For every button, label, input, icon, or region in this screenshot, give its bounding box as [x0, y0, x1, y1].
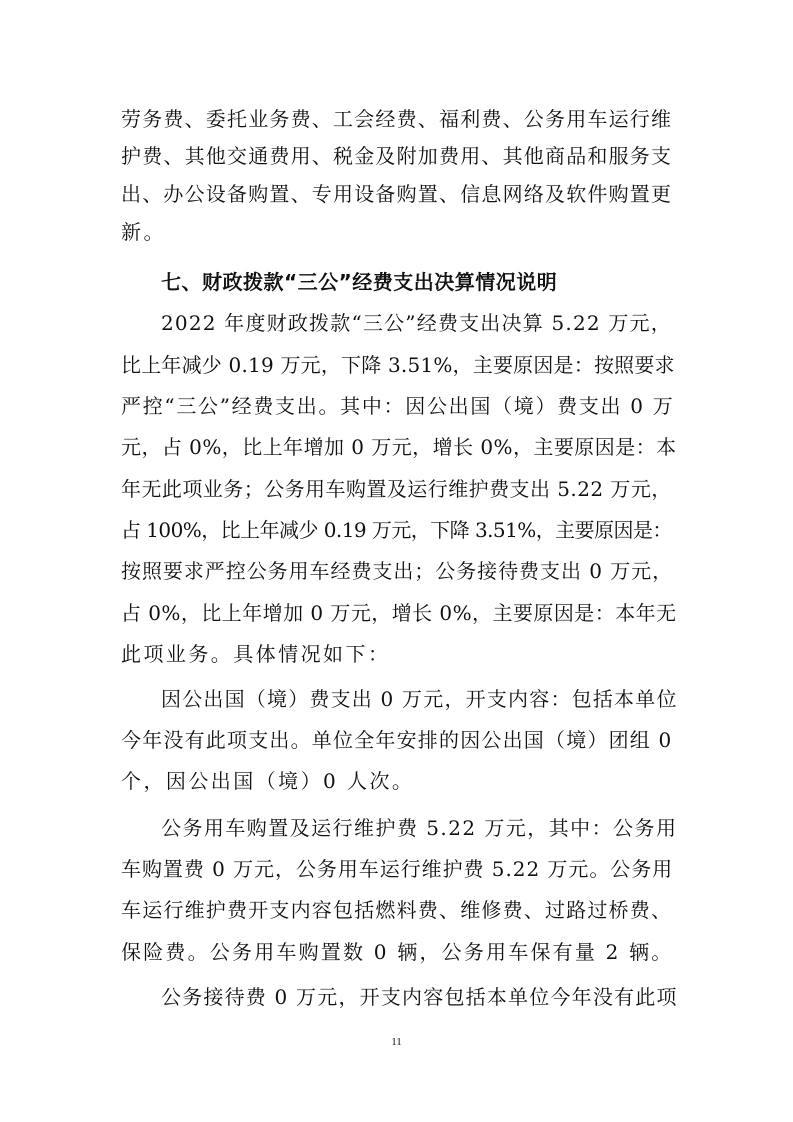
- text-line: 严控“三公”经费支出。其中：因公出国（境）费支出 0 万: [121, 394, 675, 418]
- text-line: 2022 年度财政拨款“三公”经费支出决算 5.22 万元，: [161, 311, 672, 335]
- text-line: 保险费。公务用车购置数 0 辆，公务用车保有量 2 辆。: [121, 940, 674, 964]
- text-line: 出、办公设备购置、专用设备购置、信息网络及软件购置更: [121, 182, 673, 206]
- text-line: 个，因公出国（境）0 人次。: [121, 769, 415, 793]
- text-line: 按照要求严控公务用车经费支出；公务接待费支出 0 万元，: [121, 559, 674, 583]
- text-line: 护费、其他交通费用、税金及附加费用、其他商品和服务支: [121, 144, 673, 168]
- text-line: 比上年减少 0.19 万元，下降 3.51%，主要原因是：按照要求: [121, 353, 675, 377]
- text-line: 车运行维护费开支内容包括燃料费、维修费、过路过桥费、: [121, 898, 673, 922]
- text-line: 劳务费、委托业务费、工会经费、福利费、公务用车运行维: [121, 107, 673, 131]
- text-line: 公务接待费 0 万元，开支内容包括本单位今年没有此项: [161, 985, 678, 1009]
- text-line: 占 100%，比上年减少 0.19 万元，下降 3.51%，主要原因是：: [121, 518, 672, 542]
- page-number: 11: [391, 1036, 402, 1048]
- text-line: 公务用车购置及运行维护费 5.22 万元，其中：公务用: [161, 816, 678, 840]
- text-line: 年无此项业务；公务用车购置及运行维护费支出 5.22 万元，: [121, 477, 672, 501]
- text-line: 新。: [121, 220, 166, 244]
- text-line: 占 0%，比上年增加 0 万元，增长 0%，主要原因是：本年无: [121, 601, 677, 625]
- text-line: 此项业务。具体情况如下：: [121, 642, 391, 666]
- text-line: 因公出国（境）费支出 0 万元，开支内容：包括本单位: [161, 687, 678, 711]
- text-line: 今年没有此项支出。单位全年安排的因公出国（境）团组 0: [121, 728, 673, 752]
- text-line: 车购置费 0 万元，公务用车运行维护费 5.22 万元。公务用: [121, 857, 674, 881]
- section-heading: 七、财政拨款“三公”经费支出决算情况说明: [161, 270, 558, 294]
- text-line: 元，占 0%，比上年增加 0 万元，增长 0%，主要原因是：本: [121, 435, 677, 459]
